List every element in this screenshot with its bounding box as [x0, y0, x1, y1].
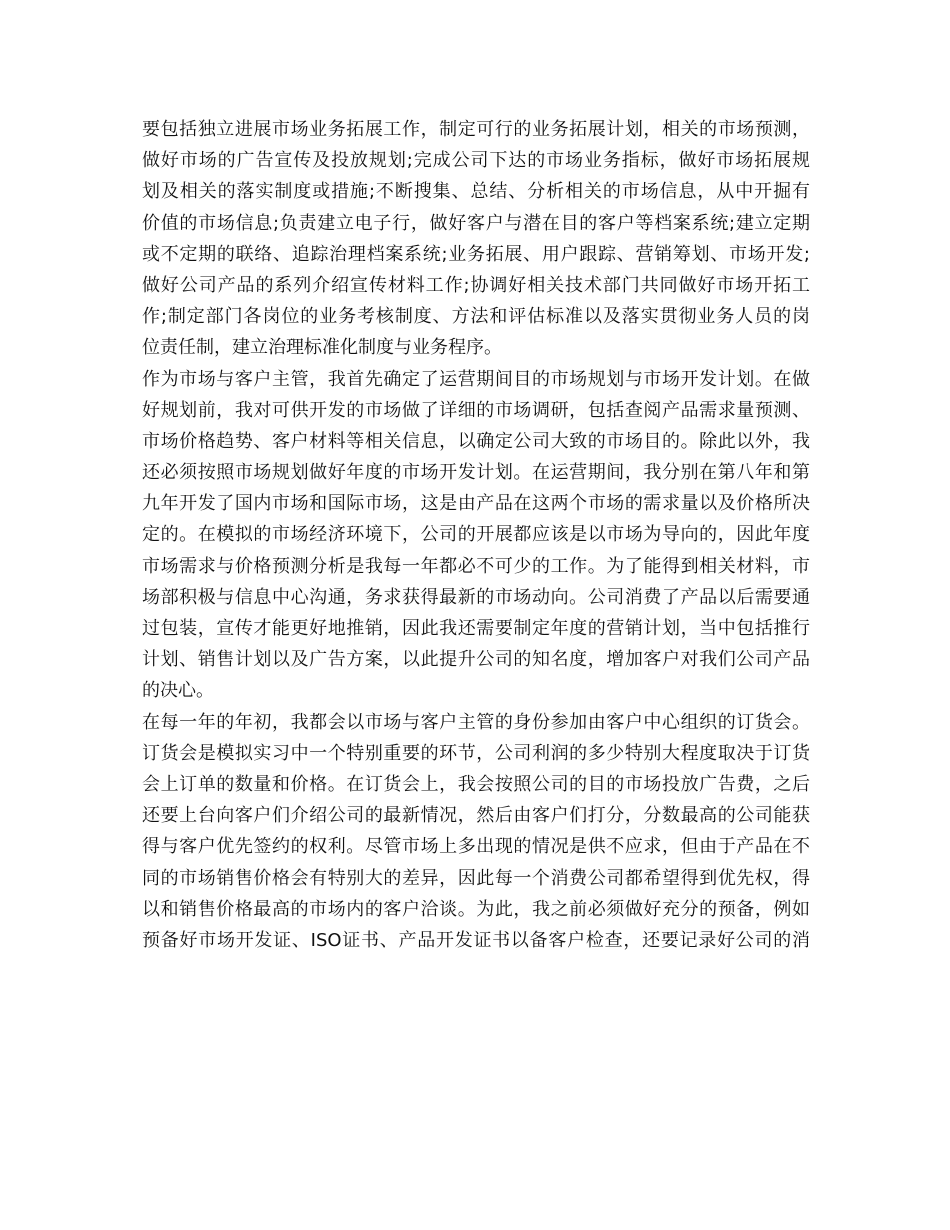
text-line: 同的市场销售价格会有特别大的差异，因此每一个消费公司都希望得到优先权，得: [142, 867, 810, 889]
text-line: 过包装，宣传才能更好地推销，因此我还需要制定年度的营销计划，当中包括推行: [142, 618, 810, 639]
text-line: 计划、销售计划以及广告方案，以此提升公司的知名度，增加客户对我们公司产品: [142, 649, 810, 671]
text-line: 好规划前，我对可供开发的市场做了详细的市场调研，包括查阅产品需求量预测、: [142, 399, 810, 421]
text-line: 的决心。: [142, 680, 214, 702]
paragraph-2: [142, 364, 810, 707]
text-line: 要包括独立进展市场业务拓展工作，制定可行的业务拓展计划，相关的市场预测，: [142, 119, 810, 140]
text-line: 价值的市场信息;负责建立电子行，做好客户与潜在目的客户等档案系统;建立定期: [142, 212, 810, 234]
text-line: 做好公司产品的系列介绍宣传材料工作;协调好相关技术部门共同做好市场开拓工: [142, 274, 810, 296]
text-line: 市场价格趋势、客户材料等相关信息，以确定公司大致的市场目的。除此以外，我: [142, 430, 810, 452]
text-line: 作;制定部门各岗位的业务考核制度、方法和评估标准以及落实贯彻业务人员的岗: [142, 306, 810, 328]
paragraph-1: [142, 114, 810, 364]
text-line: 预备好市场开发证、ISO证书、产品开发证书以备客户检查，还要记录好公司的消: [142, 929, 810, 951]
text-line: 作为市场与客户主管，我首先确定了运营期间目的市场规划与市场开发计划。在做: [142, 368, 810, 390]
text-line: 以和销售价格最高的市场内的客户洽谈。为此，我之前必须做好充分的预备，例如: [142, 898, 810, 920]
text-line: 订货会是模拟实习中一个特别重要的环节，公司利润的多少特别大程度取决于订货: [142, 742, 810, 764]
text-line: 或不定期的联络、追踪治理档案系统;业务拓展、用户跟踪、营销筹划、市场开发;: [142, 243, 810, 265]
text-line: 市场需求与价格预测分析是我每一年都必不可少的工作。为了能得到相关材料，市: [142, 555, 810, 577]
document-body: [142, 114, 810, 956]
paragraph-3: [142, 707, 810, 957]
text-line: 场部积极与信息中心沟通，务求获得最新的市场动向。公司消费了产品以后需要通: [142, 586, 810, 608]
text-line: 定的。在模拟的市场经济环境下，公司的开展都应该是以市场为导向的，因此年度: [142, 524, 810, 546]
text-line: 还要上台向客户们介绍公司的最新情况，然后由客户们打分，分数最高的公司能获: [142, 805, 810, 827]
text-line: 得与客户优先签约的权利。尽管市场上多出现的情况是供不应求，但由于产品在不: [142, 836, 810, 858]
text-line: 做好市场的广告宣传及投放规划;完成公司下达的市场业务指标，做好市场拓展规: [142, 150, 810, 172]
text-line: 在每一年的年初，我都会以市场与客户主管的身份参加由客户中心组织的订货会。: [142, 711, 810, 733]
text-line: 位责任制，建立治理标准化制度与业务程序。: [142, 337, 502, 359]
text-line: 划及相关的落实制度或措施;不断搜集、总结、分析相关的市场信息，从中开掘有: [142, 181, 810, 203]
text-line: 还必须按照市场规划做好年度的市场开发计划。在运营期间，我分别在第八年和第: [142, 462, 810, 484]
text-line: 会上订单的数量和价格。在订货会上，我会按照公司的目的市场投放广告费，之后: [142, 773, 810, 795]
text-line: 九年开发了国内市场和国际市场，这是由产品在这两个市场的需求量以及价格所决: [142, 493, 810, 515]
